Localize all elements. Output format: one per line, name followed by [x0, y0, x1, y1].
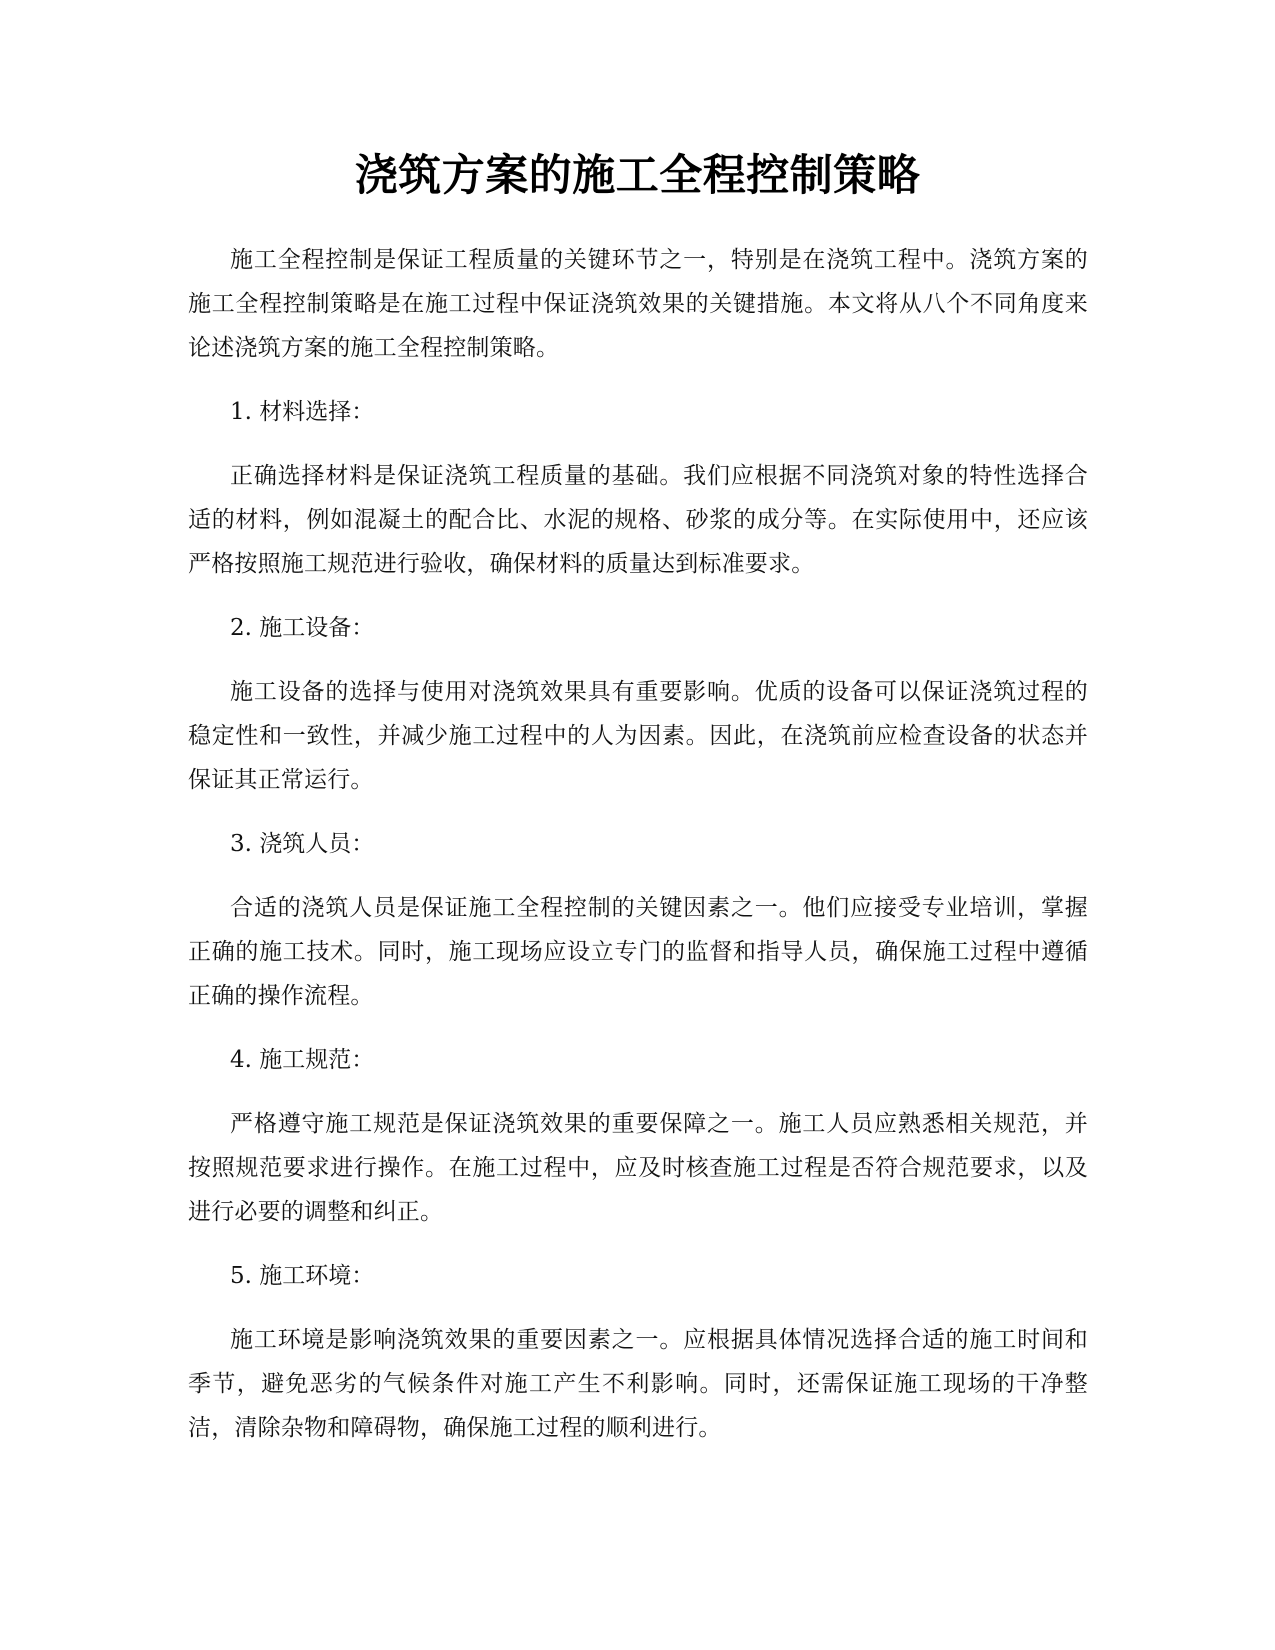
section-body-materials: 正确选择材料是保证浇筑工程质量的基础。我们应根据不同浇筑对象的特性选择合适的材料，例如混凝土的配合比、水泥的规格、砂浆的成分等。在实际使用中，还应该严格按照施工规范进行验收，确保材料的质量达到标准要求。 — [188, 463, 1088, 577]
section-body-personnel: 合适的浇筑人员是保证施工全程控制的关键因素之一。他们应接受专业培训，掌握正确的施工技术。同时，施工现场应设立专门的监督和指导人员，确保施工过程中遵循正确的操作流程。 — [188, 895, 1088, 1009]
intro-paragraph: 施工全程控制是保证工程质量的关键环节之一，特别是在浇筑工程中。浇筑方案的施工全程控制策略是在施工过程中保证浇筑效果的关键措施。本文将从八个不同角度来论述浇筑方案的施工全程控制策略。 — [188, 247, 1088, 361]
section-heading-standards: 4. 施工规范： — [230, 1047, 375, 1073]
section-body-environment: 施工环境是影响浇筑效果的重要因素之一。应根据具体情况选择合适的施工时间和季节，避免恶劣的气候条件对施工产生不利影响。同时，还需保证施工现场的干净整洁，清除杂物和障碍物，确保施工过程的顺利进行。 — [188, 1327, 1088, 1441]
document-body — [188, 238, 1088, 1470]
page-title: 浇筑方案的施工全程控制策略 — [354, 151, 921, 201]
section-heading-environment: 5. 施工环境： — [230, 1263, 375, 1289]
section-heading-equipment: 2. 施工设备： — [230, 615, 375, 641]
section-body-equipment: 施工设备的选择与使用对浇筑效果具有重要影响。优质的设备可以保证浇筑过程的稳定性和一致性，并减少施工过程中的人为因素。因此，在浇筑前应检查设备的状态并保证其正常运行。 — [188, 679, 1088, 793]
section-heading-personnel: 3. 浇筑人员： — [230, 831, 375, 857]
section-heading-materials: 1. 材料选择： — [230, 399, 375, 425]
section-body-standards: 严格遵守施工规范是保证浇筑效果的重要保障之一。施工人员应熟悉相关规范，并按照规范要求进行操作。在施工过程中，应及时核查施工过程是否符合规范要求，以及进行必要的调整和纠正。 — [188, 1111, 1088, 1225]
